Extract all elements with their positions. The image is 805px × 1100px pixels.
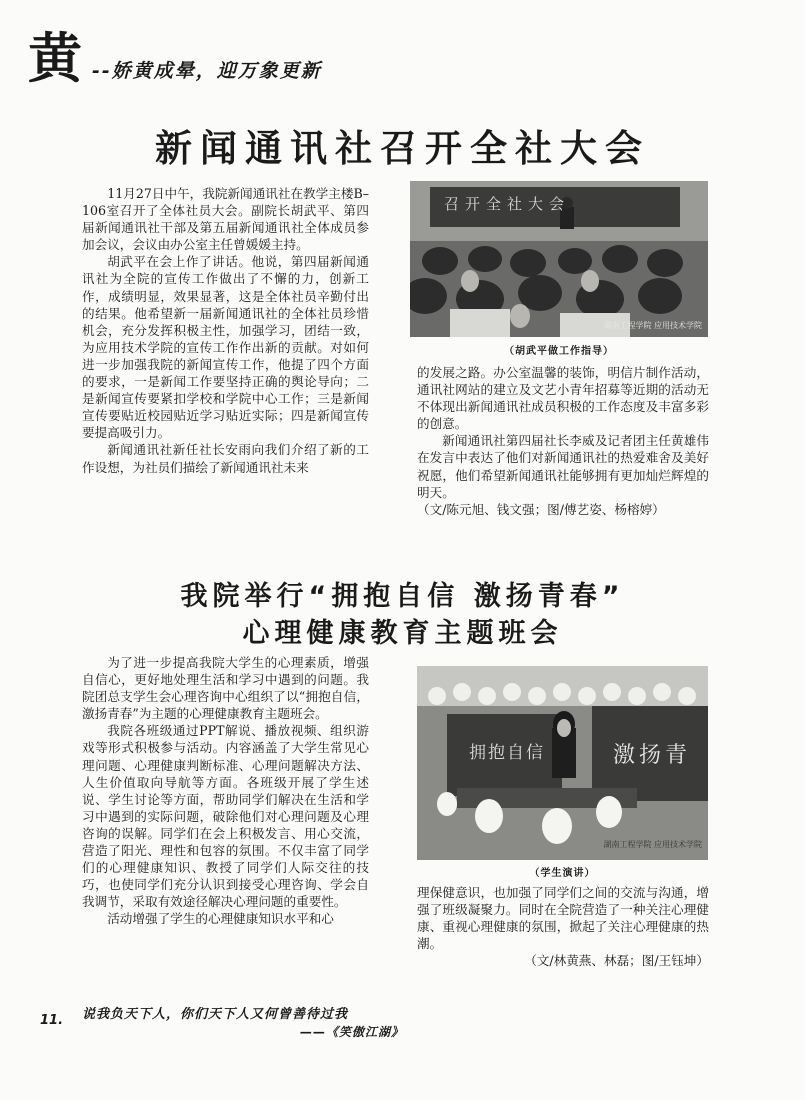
article1-title: 新闻通讯社召开全社大会 (155, 127, 650, 170)
paragraph: 理保健意识，也加强了同学们之间的交流与沟通，增强了班级凝聚力。同时在全院营造了一种关注心理健康、重视心理健康的氛围，掀起了关注心理健康的热潮。 (417, 885, 709, 952)
footer-source: ——《笑傲江湖》 (300, 1025, 405, 1039)
article2-left-column (82, 654, 369, 928)
article1-photo (410, 181, 708, 337)
article2-credit: （文/林黄燕、林磊；图/王钰坤） (524, 953, 709, 969)
paragraph: 我院各班级通过PPT解说、播放视频、组织游戏等形式积极参与活动。内容涵盖了大学生常见心理问题、心理健康判断标准、心理问题解决方法、人生价值取向导航等方面。各班级开展了学生述说、学生讨论等方面，帮助同学们解决在生活和学习中遇到的实际问题，破除他们对心理问题及心理咨询的误解。同学们在会上积极发言、用心交流，营造了阳光、理性和包容的氛围。不仅丰富了同学们的心理健康知识、教授了同学们人际交往的技巧，也使同学们充分认识到接受心理咨询、学会自我调节，采取有效途径解决心理问题的重要性。 (82, 723, 369, 910)
paragraph: 胡武平在会上作了讲话。他说，第四届新闻通讯社为全院的宣传工作做出了不懈的力，创新工作，成绩明显，效果显著，这是全体社员辛勤付出的结果。他希望新一届新闻通讯社的全体社员珍惜机会，充分发挥积极主性，加强学习，团结一致，为应用技术学院的宣传工作作出新的贡献。对如何进一步加强我院的新闻宣传工作，他提了四个方面的要求，一是新闻工作要坚持正确的舆论导向；二是新闻宣传要紧扣学校和学院中心工作；三是新闻宣传要贴近校园贴近学习贴近实际；四是新闻宣传要提高吸引力。 (82, 254, 369, 441)
photo-board-text: 召开全社大会 (444, 195, 571, 213)
paragraph: 新闻通讯社新任社长安雨向我们介绍了新的工作设想，为社员们描绘了新闻通讯社未来 (82, 442, 369, 475)
photo-board-left-text: 拥抱自信 (469, 743, 545, 763)
paragraph: 的发展之路。办公室温馨的装饰，明信片制作活动，通讯社网站的建立及文艺小青年招募等近期的活动无不体现出新闻通讯社成员积极的工作态度及丰富多彩的创意。 (417, 365, 709, 432)
article2-title-line1: 我院举行“拥抱自信 激扬青春” (180, 581, 625, 612)
page-number: 11. (40, 1013, 64, 1028)
section-mark: 黄 (28, 26, 82, 90)
photo-watermark: 湖南工程学院 应用技术学院 (603, 840, 702, 849)
footer-quote: 说我负天下人，你们天下人又何曾善待过我 (82, 1007, 349, 1022)
paragraph: 新闻通讯社第四届社长李威及记者团主任黄雄伟在发言中表达了他们对新闻通讯社的热爱难舍及美好祝愿，他们希望新闻通讯社能够拥有更加灿烂辉煌的明天。 (417, 433, 709, 500)
article1-right-column (417, 364, 709, 518)
paragraph: 11月27日中午，我院新闻通讯社在教学主楼B–106室召开了全体社员大会。副院长胡武平、第四届新闻通讯社干部及第五届新闻通讯社全体成员参加会议，会议由办公室主任曾媛媛主持。 (82, 186, 369, 253)
article1-left-column (82, 185, 369, 476)
article2-title-line2: 心理健康教育主题班会 (242, 618, 563, 649)
paragraph: 为了进一步提高我院大学生的心理素质，增强自信心，更好地处理生活和学习中遇到的问题。我院团总支学生会心理咨询中心组织了以“拥抱自信，激扬青春”为主题的心理健康教育主题班会。 (82, 655, 369, 722)
article2-photo-caption: （学生演讲） (529, 868, 596, 879)
article2-right-column (417, 884, 709, 969)
photo-board-right-text: 激扬青 (613, 743, 692, 768)
section-tagline: --娇黄成晕，迎万象更新 (92, 60, 322, 82)
article2-photo (417, 666, 708, 860)
article1-photo-caption: （胡武平做工作指导） (504, 346, 614, 357)
article1-credit: （文/陈元旭、钱文强；图/傅艺姿、杨榕婷） (417, 501, 665, 517)
paragraph: 活动增强了学生的心理健康知识水平和心 (107, 911, 334, 927)
photo-watermark: 湖南工程学院 应用技术学院 (603, 321, 702, 330)
